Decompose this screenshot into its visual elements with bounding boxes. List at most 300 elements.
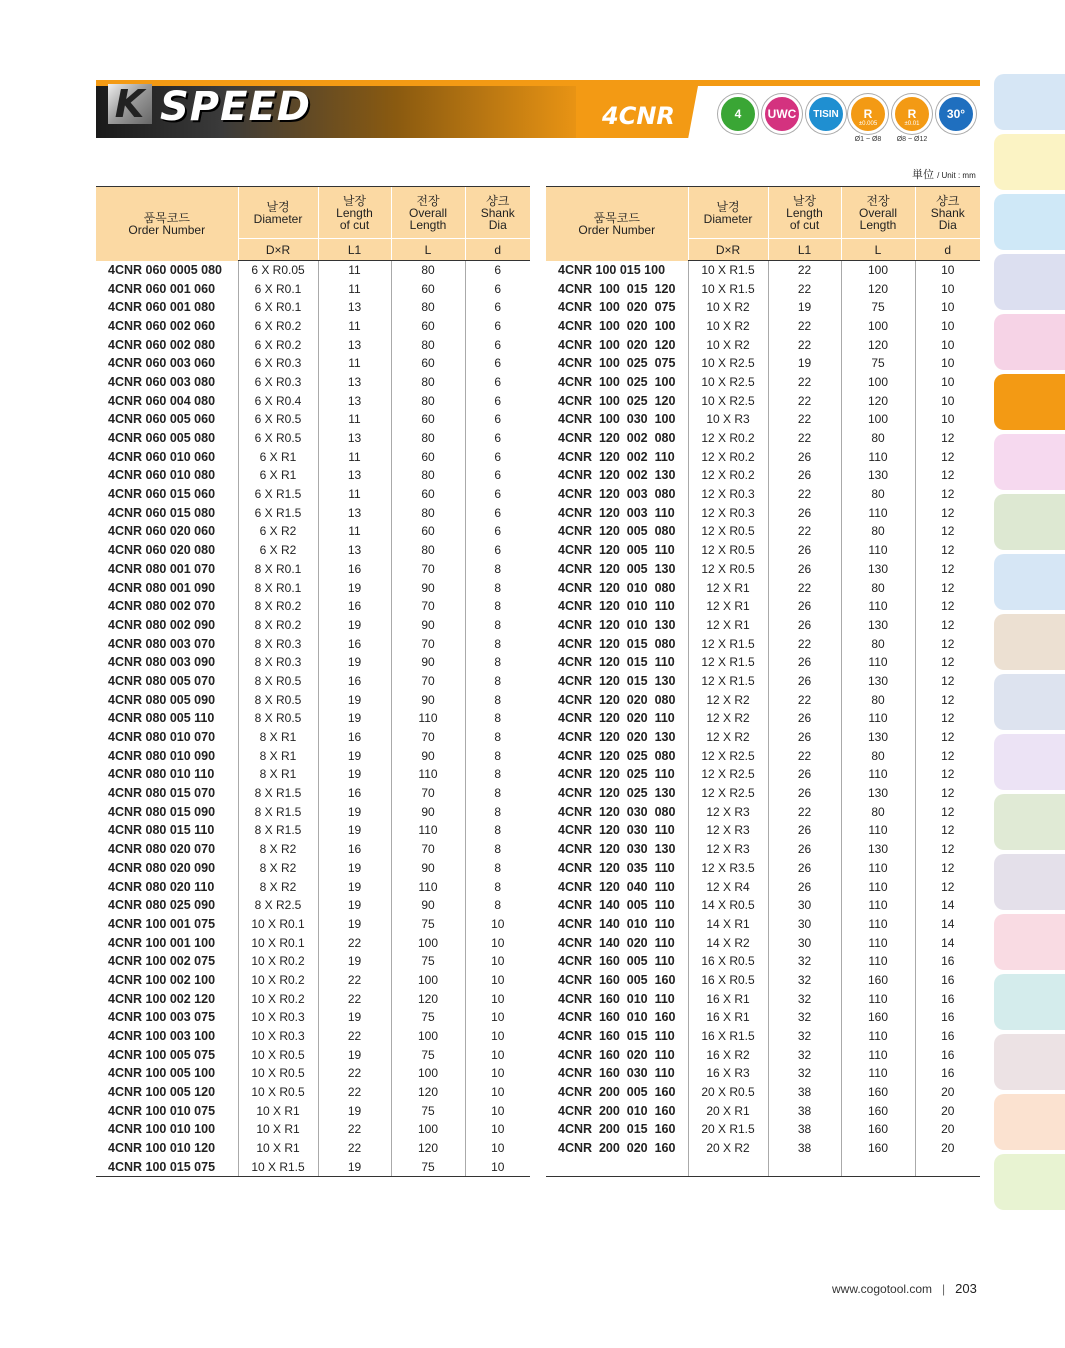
- order-number-cell: 4CNR 080 020 110: [108, 879, 215, 894]
- order-number-cell: 4CNR 080 001 070: [108, 561, 216, 576]
- order-number-cell: 4CNR 120 005 110: [558, 543, 675, 558]
- diameter-cell: 12 X R0.5: [688, 541, 768, 560]
- order-number-cell: 4CNR 160 030 110: [558, 1066, 675, 1081]
- shank-dia-cell: 12: [915, 821, 980, 840]
- shank-dia-cell: 10: [465, 1120, 530, 1139]
- order-number-cell: 4CNR 100 015 100: [558, 262, 666, 277]
- length-of-cut-cell: 22: [768, 802, 841, 821]
- diameter-cell: 12 X R0.3: [688, 485, 768, 504]
- diameter-cell: 10 X R2: [688, 317, 768, 336]
- table-row: [546, 952, 980, 971]
- table-row: [546, 709, 980, 728]
- order-number-cell: 4CNR 080 003 090: [108, 655, 216, 670]
- section-tab-15[interactable]: [994, 914, 1065, 970]
- table-row: [546, 503, 980, 522]
- section-tab-6[interactable]: [994, 374, 1065, 430]
- length-of-cut-cell: 19: [318, 877, 391, 896]
- shank-dia-cell: 10: [915, 391, 980, 410]
- table-row: [546, 802, 980, 821]
- length-of-cut-cell: 26: [768, 784, 841, 803]
- order-number-cell: 4CNR 100 005 075: [108, 1047, 216, 1062]
- diameter-cell: 10 X R2: [688, 298, 768, 317]
- section-tab-10[interactable]: [994, 614, 1065, 670]
- diameter-cell: 16 X R1: [688, 989, 768, 1008]
- length-of-cut-cell: 22: [318, 1064, 391, 1083]
- shank-dia-cell: 14: [915, 896, 980, 915]
- section-tab-17[interactable]: [994, 1034, 1065, 1090]
- shank-dia-cell: 8: [465, 653, 530, 672]
- shank-dia-cell: 6: [465, 279, 530, 298]
- order-number-cell: 4CNR 060 020 080: [108, 543, 216, 558]
- order-number-cell: [546, 1158, 688, 1177]
- order-number-cell: 4CNR 160 005 110: [558, 954, 675, 969]
- length-of-cut-cell: 16: [318, 634, 391, 653]
- length-of-cut-cell: 13: [318, 429, 391, 448]
- overall-length-cell: 110: [841, 1027, 915, 1046]
- diameter-cell: 8 X R0.3: [238, 653, 318, 672]
- badge-tolerance-label: ±0.005: [858, 121, 878, 127]
- order-number-cell: 4CNR 100 002 120: [108, 991, 216, 1006]
- table-row: [546, 373, 980, 392]
- table-row: [546, 466, 980, 485]
- overall-length-cell: 80: [841, 522, 915, 541]
- overall-length-cell: 80: [391, 541, 465, 560]
- overall-length-cell: 120: [841, 279, 915, 298]
- overall-length-cell: 110: [841, 709, 915, 728]
- diameter-cell: 12 X R2.5: [688, 765, 768, 784]
- table-row: [546, 840, 980, 859]
- shank-dia-cell: 8: [465, 634, 530, 653]
- order-number-cell: 4CNR 120 005 080: [558, 524, 676, 539]
- overall-length-cell: 110: [841, 933, 915, 952]
- table-row: [96, 466, 530, 485]
- shank-dia-cell: 10: [915, 354, 980, 373]
- diameter-cell: 16 X R1: [688, 1008, 768, 1027]
- length-of-cut-cell: 19: [318, 896, 391, 915]
- section-tab-18[interactable]: [994, 1094, 1065, 1150]
- table-row: [96, 391, 530, 410]
- shank-dia-cell: 16: [915, 952, 980, 971]
- shank-dia-cell: 12: [915, 690, 980, 709]
- table-row: [96, 859, 530, 878]
- overall-length-cell: 160: [841, 971, 915, 990]
- section-tab-11[interactable]: [994, 674, 1065, 730]
- table-row: [546, 653, 980, 672]
- order-number-cell: 4CNR 100 010 120: [108, 1141, 216, 1156]
- length-of-cut-cell: 16: [318, 560, 391, 579]
- shank-dia-cell: 10: [465, 1083, 530, 1102]
- order-number-cell: 4CNR 060 005 060: [108, 412, 216, 427]
- shank-dia-cell: 16: [915, 989, 980, 1008]
- section-tab-5[interactable]: [994, 314, 1065, 370]
- length-of-cut-cell: 22: [318, 1120, 391, 1139]
- diameter-cell: 14 X R1: [688, 915, 768, 934]
- table-row: [546, 672, 980, 691]
- overall-length-cell: 75: [841, 298, 915, 317]
- shank-dia-cell: 8: [465, 709, 530, 728]
- order-number-cell: 4CNR 080 002 090: [108, 617, 216, 632]
- shank-dia-cell: 10: [465, 989, 530, 1008]
- length-of-cut-cell: 19: [318, 765, 391, 784]
- order-number-cell: 4CNR 100 025 120: [558, 393, 676, 408]
- overall-length-cell: 90: [391, 690, 465, 709]
- order-number-cell: 4CNR 100 020 120: [558, 337, 676, 352]
- diameter-cell: 12 X R1.5: [688, 653, 768, 672]
- shank-dia-cell: [915, 1158, 980, 1177]
- overall-length-cell: 90: [391, 578, 465, 597]
- table-row: [546, 1139, 980, 1158]
- overall-length-cell: 110: [391, 765, 465, 784]
- overall-length-cell: 100: [841, 373, 915, 392]
- footer-separator: |: [942, 1282, 946, 1296]
- table-row: [96, 1008, 530, 1027]
- order-number-cell: 4CNR 160 010 110: [558, 991, 675, 1006]
- overall-length-cell: 80: [391, 261, 465, 280]
- col-overall-length: 전장 Overall Length: [391, 187, 465, 239]
- section-tab-16[interactable]: [994, 974, 1065, 1030]
- table-row: [546, 690, 980, 709]
- shank-dia-cell: 16: [915, 1045, 980, 1064]
- order-number-cell: 4CNR 100 015 120: [558, 281, 676, 296]
- diameter-cell: 12 X R3: [688, 821, 768, 840]
- table-row: [546, 391, 980, 410]
- table-row: [96, 354, 530, 373]
- table-row: [546, 859, 980, 878]
- length-of-cut-cell: 26: [768, 447, 841, 466]
- diameter-cell: 10 X R3: [688, 410, 768, 429]
- table-row: [96, 690, 530, 709]
- length-of-cut-cell: 32: [768, 952, 841, 971]
- shank-dia-cell: 12: [915, 784, 980, 803]
- length-of-cut-cell: 13: [318, 373, 391, 392]
- shank-dia-cell: 10: [465, 952, 530, 971]
- overall-length-cell: 110: [841, 597, 915, 616]
- diameter-cell: 10 X R0.5: [238, 1045, 318, 1064]
- table-row: [96, 896, 530, 915]
- diameter-cell: 6 X R1.5: [238, 485, 318, 504]
- overall-length-cell: 80: [391, 503, 465, 522]
- diameter-cell: 6 X R0.1: [238, 298, 318, 317]
- diameter-cell: 12 X R1: [688, 616, 768, 635]
- shank-dia-cell: 20: [915, 1139, 980, 1158]
- shank-dia-cell: 8: [465, 690, 530, 709]
- order-number-cell: 4CNR 100 002 100: [108, 972, 216, 987]
- shank-dia-cell: 12: [915, 616, 980, 635]
- shank-dia-cell: 6: [465, 447, 530, 466]
- overall-length-cell: 75: [391, 952, 465, 971]
- length-of-cut-cell: 22: [768, 485, 841, 504]
- overall-length-cell: 130: [841, 466, 915, 485]
- col-length-of-cut: 날장 Length of cut: [768, 187, 841, 239]
- order-number-cell: 4CNR 100 020 075: [558, 300, 676, 315]
- length-of-cut-cell: 13: [318, 466, 391, 485]
- table-row: [546, 896, 980, 915]
- length-of-cut-cell: 19: [318, 1008, 391, 1027]
- overall-length-cell: 80: [391, 466, 465, 485]
- section-tab-8[interactable]: [994, 494, 1065, 550]
- order-number-cell: 4CNR 140 020 110: [558, 935, 675, 950]
- diameter-cell: 6 X R0.5: [238, 429, 318, 448]
- length-of-cut-cell: 22: [768, 261, 841, 280]
- diameter-cell: 10 X R0.2: [238, 989, 318, 1008]
- shank-dia-cell: 10: [465, 915, 530, 934]
- length-of-cut-cell: 38: [768, 1083, 841, 1102]
- length-of-cut-cell: 13: [318, 391, 391, 410]
- section-tab-13[interactable]: [994, 794, 1065, 850]
- order-number-cell: 4CNR 060 002 080: [108, 337, 216, 352]
- order-number-cell: 4CNR 080 020 070: [108, 842, 216, 857]
- shank-dia-cell: 12: [915, 728, 980, 747]
- length-of-cut-cell: 19: [318, 616, 391, 635]
- table-row: [546, 971, 980, 990]
- length-of-cut-cell: 38: [768, 1139, 841, 1158]
- shank-dia-cell: 10: [465, 1008, 530, 1027]
- overall-length-cell: 90: [391, 859, 465, 878]
- section-tab-19[interactable]: [994, 1154, 1065, 1210]
- order-number-cell: 4CNR 120 030 110: [558, 823, 675, 838]
- shank-dia-cell: 12: [915, 597, 980, 616]
- overall-length-cell: 110: [841, 915, 915, 934]
- overall-length-cell: 110: [841, 541, 915, 560]
- shank-dia-cell: 12: [915, 503, 980, 522]
- diameter-cell: 6 X R0.05: [238, 261, 318, 280]
- table-row: [96, 429, 530, 448]
- feature-badges: [718, 94, 980, 146]
- order-number-cell: 4CNR 080 005 070: [108, 673, 216, 688]
- shank-dia-cell: 12: [915, 578, 980, 597]
- radius-tolerance-icon-2: R: [892, 94, 932, 134]
- brand-logo: [108, 84, 311, 130]
- table-row: [96, 1027, 530, 1046]
- table-row: [96, 821, 530, 840]
- order-number-cell: 4CNR 060 001 080: [108, 300, 216, 315]
- diameter-cell: 12 X R2.5: [688, 784, 768, 803]
- length-of-cut-cell: 22: [768, 317, 841, 336]
- diameter-cell: 10 X R2.5: [688, 391, 768, 410]
- table-row: [96, 560, 530, 579]
- length-of-cut-cell: 19: [318, 1101, 391, 1120]
- table-row: [546, 821, 980, 840]
- table-row: [546, 1008, 980, 1027]
- table-row: [96, 1101, 530, 1120]
- order-number-cell: 4CNR 120 040 110: [558, 879, 675, 894]
- section-tab-3[interactable]: [994, 194, 1065, 250]
- uwc-icon: UWC: [762, 94, 802, 134]
- overall-length-cell: 80: [841, 485, 915, 504]
- section-tab-7[interactable]: [994, 434, 1065, 490]
- diameter-cell: 8 X R0.1: [238, 578, 318, 597]
- diameter-cell: 16 X R2: [688, 1045, 768, 1064]
- overall-length-cell: 110: [841, 877, 915, 896]
- overall-length-cell: 130: [841, 672, 915, 691]
- table-row: [546, 335, 980, 354]
- brand-k-icon: K: [108, 84, 152, 124]
- diameter-cell: 6 X R0.3: [238, 373, 318, 392]
- diameter-cell: 8 X R0.5: [238, 690, 318, 709]
- col-length-of-cut: 날장 Length of cut: [318, 187, 391, 239]
- length-of-cut-cell: 38: [768, 1120, 841, 1139]
- overall-length-cell: 100: [391, 1064, 465, 1083]
- length-of-cut-cell: 19: [318, 915, 391, 934]
- length-of-cut-cell: 26: [768, 466, 841, 485]
- length-of-cut-cell: 19: [318, 802, 391, 821]
- length-of-cut-cell: 19: [318, 653, 391, 672]
- table-row: [96, 784, 530, 803]
- col-overall-length: 전장 Overall Length: [841, 187, 915, 239]
- order-number-cell: 4CNR 080 010 070: [108, 730, 216, 745]
- diameter-cell: 6 X R2: [238, 522, 318, 541]
- diameter-cell: 10 X R0.1: [238, 933, 318, 952]
- table-row: [546, 1064, 980, 1083]
- brand-word: SPEED: [160, 84, 311, 130]
- overall-length-cell: 60: [391, 410, 465, 429]
- order-number-cell: 4CNR 120 010 130: [558, 617, 676, 632]
- diameter-cell: 6 X R0.2: [238, 317, 318, 336]
- order-number-cell: 4CNR 120 020 110: [558, 711, 675, 726]
- table-row: [546, 728, 980, 747]
- shank-dia-cell: 16: [915, 1008, 980, 1027]
- overall-length-cell: 80: [391, 298, 465, 317]
- overall-length-cell: 75: [841, 354, 915, 373]
- shank-dia-cell: 12: [915, 429, 980, 448]
- table-row: [546, 410, 980, 429]
- overall-length-cell: 80: [841, 802, 915, 821]
- order-number-cell: 4CNR 120 015 110: [558, 655, 675, 670]
- shank-dia-cell: 10: [465, 1027, 530, 1046]
- shank-dia-cell: 12: [915, 859, 980, 878]
- diameter-cell: 6 X R0.1: [238, 279, 318, 298]
- shank-dia-cell: 8: [465, 560, 530, 579]
- table-row: [546, 354, 980, 373]
- order-number-cell: 4CNR 100 025 100: [558, 374, 676, 389]
- diameter-cell: 10 X R2.5: [688, 354, 768, 373]
- overall-length-cell: 130: [841, 840, 915, 859]
- helix-30-icon: 30°: [936, 94, 976, 134]
- section-tab-2[interactable]: [994, 134, 1065, 190]
- length-of-cut-cell: 19: [318, 578, 391, 597]
- overall-length-cell: 60: [391, 485, 465, 504]
- order-number-cell: 4CNR 120 010 080: [558, 580, 676, 595]
- table-row: [546, 317, 980, 336]
- section-tab-12[interactable]: [994, 734, 1065, 790]
- shank-dia-cell: 6: [465, 503, 530, 522]
- length-of-cut-cell: 26: [768, 560, 841, 579]
- section-tab-4[interactable]: [994, 254, 1065, 310]
- length-of-cut-cell: 30: [768, 896, 841, 915]
- length-of-cut-cell: 26: [768, 709, 841, 728]
- order-number-cell: 4CNR 100 001 100: [108, 935, 216, 950]
- diameter-cell: 8 X R2: [238, 859, 318, 878]
- shank-dia-cell: 12: [915, 560, 980, 579]
- diameter-cell: 10 X R1.5: [688, 261, 768, 280]
- order-number-cell: 4CNR 060 003 080: [108, 374, 216, 389]
- shank-dia-cell: 6: [465, 485, 530, 504]
- order-number-cell: 4CNR 100 015 075: [96, 1158, 238, 1177]
- length-of-cut-cell: 22: [318, 1139, 391, 1158]
- table-row: [96, 915, 530, 934]
- diameter-cell: 8 X R0.5: [238, 672, 318, 691]
- series-title: 4CNR: [602, 102, 675, 130]
- shank-dia-cell: 6: [465, 410, 530, 429]
- section-tab-9[interactable]: [994, 554, 1065, 610]
- shank-dia-cell: 20: [915, 1101, 980, 1120]
- shank-dia-cell: 8: [465, 896, 530, 915]
- diameter-cell: 10 X R0.3: [238, 1008, 318, 1027]
- section-tab-1[interactable]: [994, 74, 1065, 130]
- length-of-cut-cell: 13: [318, 541, 391, 560]
- overall-length-cell: 100: [841, 261, 915, 280]
- diameter-cell: 10 X R2: [688, 335, 768, 354]
- shank-dia-cell: 6: [465, 391, 530, 410]
- length-of-cut-cell: 32: [768, 989, 841, 1008]
- shank-dia-cell: 8: [465, 728, 530, 747]
- length-of-cut-cell: 22: [768, 410, 841, 429]
- overall-length-cell: [841, 1158, 915, 1177]
- length-of-cut-cell: 19: [318, 1158, 391, 1177]
- order-number-cell: 4CNR 120 015 080: [558, 636, 676, 651]
- sym-dia: D×R: [688, 239, 768, 261]
- length-of-cut-cell: 16: [318, 597, 391, 616]
- diameter-cell: 10 X R0.2: [238, 971, 318, 990]
- overall-length-cell: 90: [391, 746, 465, 765]
- badge-range-label: Ø1 ~ Ø8: [854, 136, 882, 143]
- page-footer: [832, 1281, 977, 1296]
- order-number-cell: 4CNR 060 002 060: [108, 318, 216, 333]
- order-number-cell: 4CNR 120 002 080: [558, 431, 676, 446]
- diameter-cell: 8 X R0.5: [238, 709, 318, 728]
- section-tab-14[interactable]: [994, 854, 1065, 910]
- shank-dia-cell: 6: [465, 335, 530, 354]
- overall-length-cell: 60: [391, 447, 465, 466]
- shank-dia-cell: 6: [465, 429, 530, 448]
- length-of-cut-cell: 19: [318, 709, 391, 728]
- table-row: [546, 541, 980, 560]
- badge-tolerance-label: ±0.01: [904, 121, 920, 127]
- overall-length-cell: 110: [391, 709, 465, 728]
- order-number-cell: 4CNR 140 005 110: [558, 898, 675, 913]
- length-of-cut-cell: 22: [318, 933, 391, 952]
- shank-dia-cell: 10: [465, 1045, 530, 1064]
- diameter-cell: 12 X R3: [688, 840, 768, 859]
- shank-dia-cell: 8: [465, 672, 530, 691]
- footer-url[interactable]: www.cogotool.com: [832, 1282, 933, 1296]
- badge-range-label: Ø8 ~ Ø12: [896, 136, 928, 143]
- unit-label-ko: 単位: [912, 169, 934, 181]
- shank-dia-cell: 20: [915, 1083, 980, 1102]
- diameter-cell: 6 X R0.3: [238, 354, 318, 373]
- table-row: [96, 952, 530, 971]
- order-number-cell: 4CNR 080 015 070: [108, 786, 216, 801]
- length-of-cut-cell: 11: [318, 410, 391, 429]
- length-of-cut-cell: 30: [768, 933, 841, 952]
- overall-length-cell: 160: [841, 1008, 915, 1027]
- shank-dia-cell: 6: [465, 522, 530, 541]
- table-row: [96, 616, 530, 635]
- shank-dia-cell: 8: [465, 746, 530, 765]
- shank-dia-cell: 10: [465, 1139, 530, 1158]
- order-number-cell: 4CNR 100 010 100: [108, 1122, 216, 1137]
- length-of-cut-cell: 22: [768, 335, 841, 354]
- diameter-cell: 20 X R2: [688, 1139, 768, 1158]
- diameter-cell: 10 X R0.3: [238, 1027, 318, 1046]
- shank-dia-cell: 14: [915, 915, 980, 934]
- length-of-cut-cell: 19: [318, 952, 391, 971]
- length-of-cut-cell: 16: [318, 672, 391, 691]
- table-row: [96, 279, 530, 298]
- shank-dia-cell: 10: [465, 1064, 530, 1083]
- shank-dia-cell: 10: [915, 317, 980, 336]
- table-row: [96, 1064, 530, 1083]
